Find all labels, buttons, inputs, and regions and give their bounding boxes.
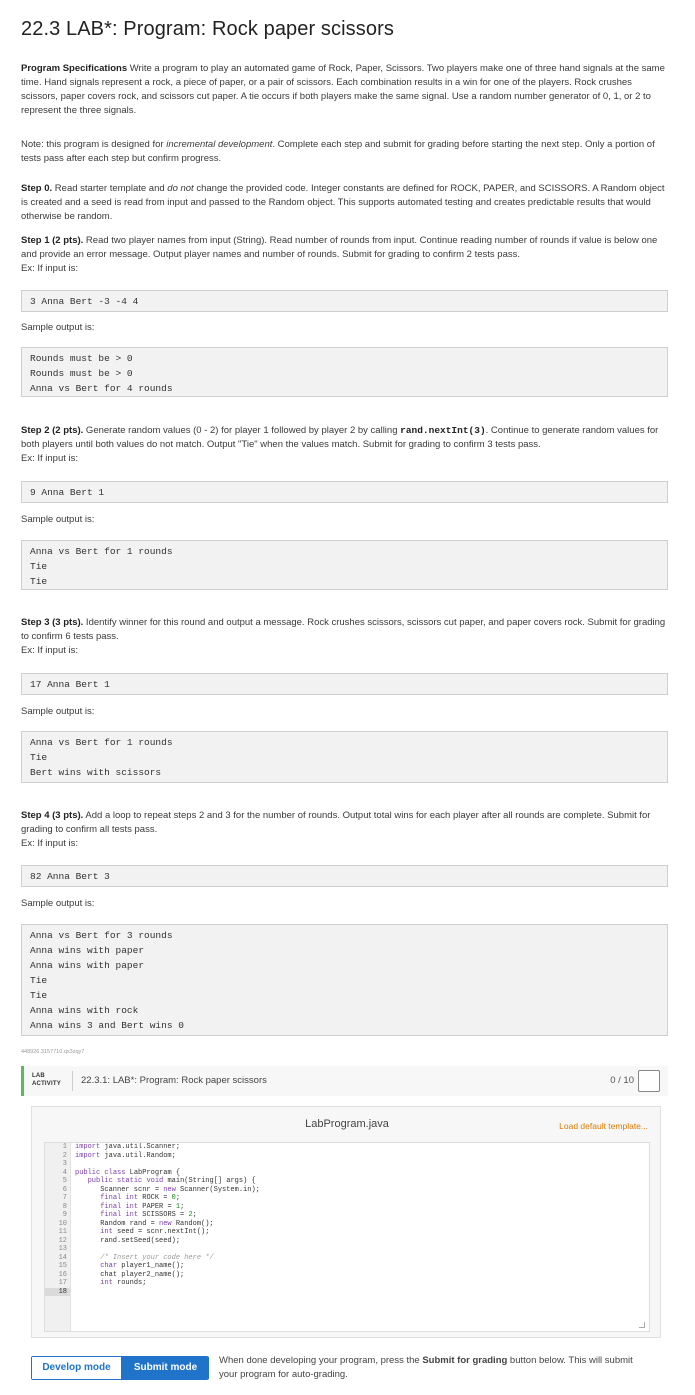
step3-output: Anna vs Bert for 1 rounds Tie Bert wins with scissors <box>21 731 668 783</box>
code-line[interactable]: /* Insert your code here */ <box>75 1253 214 1262</box>
step0-paragraph <box>21 182 668 224</box>
code-line[interactable]: int seed = scnr.nextInt(); <box>100 1228 210 1236</box>
submit-mode-button[interactable]: Submit mode <box>121 1357 209 1379</box>
line-number: 4 <box>62 1168 67 1177</box>
line-number: 17 <box>58 1279 67 1287</box>
watermark: 448926.3157710.qx3zqy7 <box>21 1049 85 1055</box>
note-prefix: Note: this program is designed for <box>21 139 167 150</box>
mode-note <box>219 1354 649 1382</box>
code-line[interactable]: Scanner scnr = new Scanner(System.in); <box>75 1185 260 1194</box>
step0-post: change the provided code. Integer constants are defined for ROCK, PAPER, and SCISSORS. A Random object is created and a seed is read from input and passed to the Random object. This supports automated testing and creates predictable results that would otherwise be random. <box>21 183 665 222</box>
step3-input: 17 Anna Bert 1 <box>21 673 668 695</box>
code-line[interactable]: final int ROCK = 0; <box>100 1194 181 1202</box>
mode-note-bold: Submit for grading <box>422 1355 508 1366</box>
line-number-active: 18 <box>45 1288 70 1297</box>
line-number: 14 <box>58 1253 67 1262</box>
step4-ex: Ex: If input is: <box>21 838 79 849</box>
step0-pre: Read starter template and <box>52 183 168 194</box>
code-line[interactable] <box>75 1288 645 1297</box>
step2-input: 9 Anna Bert 1 <box>21 481 668 503</box>
step3-sample-label: Sample output is: <box>21 706 95 717</box>
code-line[interactable]: rand.setSeed(seed); <box>75 1236 181 1245</box>
step0-emph: do not <box>167 183 194 194</box>
line-number: 1 <box>62 1143 67 1151</box>
editor-frame <box>31 1106 661 1338</box>
page-title: 22.3 LAB*: Program: Rock paper scissors <box>21 18 394 40</box>
line-number: 6 <box>62 1185 67 1194</box>
activity-header <box>21 1066 668 1096</box>
code-line[interactable]: public static void main(String[] args) { <box>87 1177 256 1185</box>
header-divider <box>72 1071 73 1091</box>
mode-note-pre: When done developing your program, press the <box>219 1355 423 1366</box>
line-number: 11 <box>58 1228 67 1236</box>
lab-tag-line1: LAB <box>32 1073 45 1079</box>
step4-heading: Step 4 (3 pts). <box>21 810 84 821</box>
step1-paragraph <box>21 234 668 276</box>
note-paragraph <box>21 138 668 166</box>
line-number: 13 <box>58 1245 67 1253</box>
lab-activity <box>21 1066 668 1380</box>
step1-heading: Step 1 (2 pts). <box>21 235 84 246</box>
line-number: 2 <box>62 1151 67 1160</box>
code-line[interactable]: Random rand = new Random(); <box>75 1219 214 1228</box>
code-line[interactable] <box>75 1245 645 1254</box>
line-number: 16 <box>58 1270 67 1279</box>
resize-handle-icon[interactable] <box>639 1322 645 1328</box>
lab-tag-line2: ACTIVITY <box>32 1081 61 1087</box>
step3-heading: Step 3 (3 pts). <box>21 617 84 628</box>
line-number: 5 <box>62 1177 67 1185</box>
completion-badge-icon <box>638 1070 660 1092</box>
step2-ex: Ex: If input is: <box>21 453 79 464</box>
step4-text: Add a loop to repeat steps 2 and 3 for the number of rounds. Output total wins for each player after all rounds are complete. Submit for grading to confirm all tests pass. <box>21 810 651 835</box>
line-number: 12 <box>58 1236 67 1245</box>
note-suffix: . Complete each step and submit for grading before starting the next step. Only a portion of tests pass after each step but confirm progress. <box>21 139 655 164</box>
step0-heading: Step 0. <box>21 183 53 194</box>
lab-activity-tag <box>32 1072 61 1088</box>
step4-sample-label: Sample output is: <box>21 898 95 909</box>
line-number: 9 <box>62 1211 67 1219</box>
spec-text: Write a program to play an automated game of Rock, Paper, Scissors. Two players make one of three hand signals at the same time. Hand signals represent a rock, a piece of paper, or a pair of scissors. Each combination results in a win for one of the players. Rock crushes scissors, paper covers rock, and scissors cut paper. A tie occurs if both players make the same signal. Use a random number generator of 0, 1, or 2 to represent the three signals. <box>21 63 665 116</box>
line-number: 15 <box>58 1262 67 1270</box>
step2-output: Anna vs Bert for 1 rounds Tie Tie <box>21 540 668 590</box>
score: 0 / 10 <box>610 1075 634 1086</box>
step2-code: rand.nextInt(3) <box>400 425 486 436</box>
develop-mode-button[interactable]: Develop mode <box>32 1357 121 1379</box>
code-area[interactable] <box>75 1143 645 1296</box>
step3-ex: Ex: If input is: <box>21 645 79 656</box>
step2-heading: Step 2 (2 pts). <box>21 425 84 436</box>
code-line[interactable]: import java.util.Random; <box>75 1151 176 1160</box>
step4-output: Anna vs Bert for 3 rounds Anna wins with paper Anna wins with paper Tie Tie Anna wins with rock Anna wins 3 and Bert wins 0 <box>21 924 668 1036</box>
filename: LabProgram.java <box>305 1118 389 1130</box>
code-line[interactable]: public class LabProgram { <box>75 1168 181 1177</box>
note-emph: incremental development <box>166 139 273 150</box>
line-number: 8 <box>62 1202 67 1211</box>
step3-text: Identify winner for this round and output a message. Rock crushes scissors, scissors cut paper, and paper covers rock. Submit for grading to confirm 6 tests pass. <box>21 617 666 642</box>
code-line[interactable]: final int SCISSORS = 2; <box>100 1211 197 1219</box>
step4-paragraph <box>21 809 668 851</box>
line-number: 7 <box>62 1194 67 1202</box>
mode-note-post: button below. This will submit your program for auto-grading. <box>219 1355 633 1380</box>
spec-heading: Program Specifications <box>21 63 128 74</box>
step2-paragraph <box>21 424 668 466</box>
step2-sample-label: Sample output is: <box>21 514 95 525</box>
spec-paragraph <box>21 62 668 118</box>
step1-output: Rounds must be > 0 Rounds must be > 0 Anna vs Bert for 4 rounds <box>21 347 668 397</box>
activity-title: 22.3.1: LAB*: Program: Rock paper scissors <box>81 1075 267 1086</box>
code-line[interactable]: final int PAPER = 1; <box>100 1202 185 1211</box>
line-number-gutter <box>45 1143 71 1332</box>
code-editor[interactable] <box>44 1142 650 1332</box>
code-line[interactable] <box>75 1160 645 1169</box>
step3-paragraph <box>21 616 668 658</box>
step1-ex: Ex: If input is: <box>21 263 79 274</box>
code-line[interactable]: chat player2_name(); <box>75 1270 185 1279</box>
step2-pre: Generate random values (0 - 2) for player 1 followed by player 2 by calling <box>83 425 401 436</box>
step4-input: 82 Anna Bert 3 <box>21 865 668 887</box>
line-number: 10 <box>58 1219 67 1228</box>
step1-sample-label: Sample output is: <box>21 322 95 333</box>
code-line[interactable]: int rounds; <box>100 1279 147 1287</box>
step1-text: Read two player names from input (String). Read number of rounds from input. Continue reading number of rounds if value is below one and provide an error message. Output player names and number of rounds. Submit for grading to confirm 2 tests pass. <box>21 235 658 260</box>
code-line[interactable]: char player1_name(); <box>100 1262 185 1270</box>
step1-input: 3 Anna Bert -3 -4 4 <box>21 290 668 312</box>
mode-toggle <box>31 1356 209 1380</box>
load-default-template-link[interactable]: Load default template... <box>559 1121 648 1131</box>
code-line[interactable]: import java.util.Scanner; <box>75 1143 181 1151</box>
step2-post: . Continue to generate random values for both players until both values do not match. Output "Tie" when the values match. Submit for grading to confirm 3 tests pass. <box>21 425 659 450</box>
line-number: 3 <box>62 1160 67 1168</box>
